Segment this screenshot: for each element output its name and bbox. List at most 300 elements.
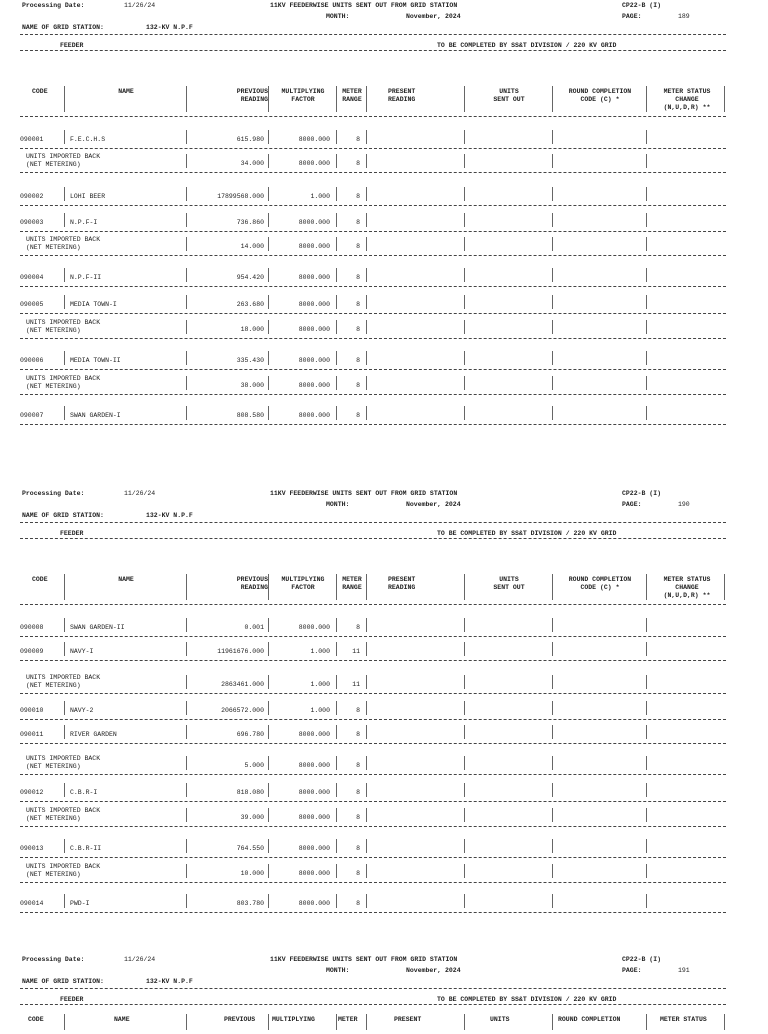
column-divider — [552, 406, 553, 420]
round-completion-field[interactable] — [556, 839, 642, 855]
net-metering-label: UNITS IMPORTED BACK (NET METERING) — [26, 153, 101, 168]
present-reading-field[interactable] — [370, 894, 460, 910]
col-present: PRESENT READING — [388, 576, 416, 591]
previous-reading: 11961676.000 — [217, 648, 264, 655]
multiplying-factor: 8000.000 — [298, 274, 330, 281]
meter-status-field[interactable] — [650, 618, 722, 634]
present-reading-field[interactable] — [370, 642, 460, 658]
round-completion-field[interactable] — [556, 618, 642, 634]
column-divider — [552, 268, 553, 282]
column-divider — [186, 783, 187, 797]
meter-status-field[interactable] — [650, 864, 722, 880]
column-divider — [186, 130, 187, 144]
meter-range: 11 — [352, 681, 360, 688]
units-sent-out-field[interactable] — [468, 237, 548, 253]
column-divider — [336, 701, 337, 715]
units-sent-out-field[interactable] — [468, 839, 548, 855]
units-sent-out-field[interactable] — [468, 675, 548, 691]
month-value: November, 2024 — [406, 13, 461, 20]
table-row — [20, 673, 726, 695]
previous-reading: 2066572.000 — [221, 707, 264, 714]
table-row — [20, 318, 726, 340]
units-sent-out-field[interactable] — [468, 268, 548, 284]
column-divider — [268, 756, 269, 770]
column-divider — [336, 320, 337, 334]
round-completion-field[interactable] — [556, 406, 642, 422]
column-divider — [552, 574, 553, 600]
col-mult: MULTIPLYING FACTOR — [281, 88, 325, 103]
column-divider — [464, 1014, 465, 1030]
row-rule — [20, 801, 726, 802]
feeder-code: 090009 — [20, 648, 44, 655]
column-divider — [646, 839, 647, 853]
column-divider — [646, 237, 647, 251]
round-completion-field[interactable] — [556, 154, 642, 170]
units-sent-out-field[interactable] — [468, 642, 548, 658]
col-range: METER — [338, 1016, 358, 1023]
present-reading-field[interactable] — [370, 295, 460, 311]
table-row — [20, 699, 726, 721]
meter-range: 8 — [356, 382, 360, 389]
column-divider — [366, 213, 367, 227]
column-divider — [336, 187, 337, 201]
feeder-label: FEEDER — [60, 530, 84, 537]
column-divider — [552, 675, 553, 689]
units-sent-out-field[interactable] — [468, 320, 548, 336]
present-reading-field[interactable] — [370, 187, 460, 203]
column-header-row — [20, 546, 726, 599]
meter-status-field[interactable] — [650, 675, 722, 691]
column-divider — [552, 808, 553, 822]
previous-reading: 5.000 — [244, 762, 264, 769]
meter-status-field[interactable] — [650, 295, 722, 311]
meter-status-field[interactable] — [650, 237, 722, 253]
feeder-code: 090007 — [20, 412, 44, 419]
round-completion-field[interactable] — [556, 756, 642, 772]
row-rule — [20, 205, 726, 206]
units-sent-out-field[interactable] — [468, 894, 548, 910]
column-divider — [64, 642, 65, 656]
col-range: METER RANGE — [342, 88, 362, 103]
column-divider — [646, 756, 647, 770]
round-completion-field[interactable] — [556, 783, 642, 799]
rule — [20, 604, 726, 605]
net-metering-label: UNITS IMPORTED BACK (NET METERING) — [26, 319, 101, 334]
multiplying-factor: 1.000 — [310, 193, 330, 200]
present-reading-field[interactable] — [370, 701, 460, 717]
table-row — [20, 640, 726, 662]
column-divider — [366, 756, 367, 770]
column-divider — [464, 406, 465, 420]
feeder-name: NAVY-I — [70, 648, 94, 655]
column-divider — [464, 675, 465, 689]
previous-reading: 38.000 — [240, 382, 264, 389]
round-completion-field[interactable] — [556, 864, 642, 880]
previous-reading: 14.000 — [240, 243, 264, 250]
column-divider — [336, 154, 337, 168]
units-sent-out-field[interactable] — [468, 213, 548, 229]
meter-range: 8 — [356, 624, 360, 631]
units-sent-out-field[interactable] — [468, 187, 548, 203]
previous-reading: 818.080 — [236, 789, 264, 796]
column-divider — [336, 756, 337, 770]
column-divider — [336, 725, 337, 739]
meter-status-field[interactable] — [650, 187, 722, 203]
round-completion-field[interactable] — [556, 237, 642, 253]
feeder-name: SWAN GARDEN-II — [70, 624, 125, 631]
previous-reading: 263.680 — [236, 301, 264, 308]
previous-reading: 2863461.000 — [221, 681, 264, 688]
feeder-name: C.B.R-I — [70, 789, 98, 796]
station-label: NAME OF GRID STATION: — [22, 512, 104, 519]
previous-reading: 39.000 — [240, 814, 264, 821]
col-mult: MULTIPLYING — [272, 1016, 315, 1023]
column-divider — [268, 864, 269, 878]
column-divider — [268, 237, 269, 251]
previous-reading: 10.000 — [240, 870, 264, 877]
previous-reading: 696.780 — [236, 731, 264, 738]
column-divider — [464, 268, 465, 282]
column-divider — [464, 756, 465, 770]
column-divider — [336, 213, 337, 227]
page-number: 191 — [678, 967, 690, 974]
row-rule — [20, 338, 726, 339]
units-sent-out-field[interactable] — [468, 376, 548, 392]
station-value: 132-KV N.P.F — [146, 978, 193, 985]
column-divider — [186, 574, 187, 600]
column-divider — [336, 574, 337, 600]
units-sent-out-field[interactable] — [468, 701, 548, 717]
round-completion-field[interactable] — [556, 295, 642, 311]
present-reading-field[interactable] — [370, 864, 460, 880]
meter-status-field[interactable] — [650, 213, 722, 229]
feeder-code: 090012 — [20, 789, 44, 796]
units-sent-out-field[interactable] — [468, 618, 548, 634]
column-divider — [366, 701, 367, 715]
round-completion-field[interactable] — [556, 675, 642, 691]
feeder-code: 090002 — [20, 193, 44, 200]
column-divider — [186, 187, 187, 201]
round-completion-field[interactable] — [556, 213, 642, 229]
round-completion-field[interactable] — [556, 268, 642, 284]
column-divider — [64, 839, 65, 853]
round-completion-field[interactable] — [556, 351, 642, 367]
column-divider — [646, 675, 647, 689]
present-reading-field[interactable] — [370, 808, 460, 824]
present-reading-field[interactable] — [370, 618, 460, 634]
column-divider — [366, 725, 367, 739]
column-divider — [552, 237, 553, 251]
row-rule — [20, 857, 726, 858]
column-divider — [646, 376, 647, 390]
column-divider — [336, 406, 337, 420]
column-divider — [336, 642, 337, 656]
table-row — [20, 152, 726, 174]
meter-status-field[interactable] — [650, 808, 722, 824]
column-divider — [268, 808, 269, 822]
units-sent-out-field[interactable] — [468, 351, 548, 367]
column-divider — [186, 213, 187, 227]
column-divider — [552, 725, 553, 739]
units-sent-out-field[interactable] — [468, 295, 548, 311]
feeder-code: 090013 — [20, 845, 44, 852]
column-divider — [552, 701, 553, 715]
column-divider — [366, 783, 367, 797]
table-row — [20, 404, 726, 426]
round-completion-field[interactable] — [556, 894, 642, 910]
feeder-name: RIVER GARDEN — [70, 731, 117, 738]
present-reading-field[interactable] — [370, 725, 460, 741]
column-divider — [646, 642, 647, 656]
column-divider — [268, 1014, 269, 1030]
multiplying-factor: 8000.000 — [298, 845, 330, 852]
row-rule — [20, 660, 726, 661]
meter-range: 11 — [352, 648, 360, 655]
present-reading-field[interactable] — [370, 237, 460, 253]
previous-reading: 34.000 — [240, 160, 264, 167]
net-metering-label: UNITS IMPORTED BACK (NET METERING) — [26, 236, 101, 251]
column-divider — [64, 783, 65, 797]
meter-status-field[interactable] — [650, 406, 722, 422]
col-units: UNITS SENT OUT — [493, 576, 525, 591]
round-completion-field[interactable] — [556, 130, 642, 146]
col-mult: MULTIPLYING FACTOR — [281, 576, 325, 591]
column-divider — [336, 808, 337, 822]
column-divider — [268, 783, 269, 797]
column-divider — [464, 864, 465, 878]
processing-date: 11/26/24 — [124, 490, 156, 497]
month-label: MONTH: — [326, 967, 350, 974]
row-rule — [20, 172, 726, 173]
present-reading-field[interactable] — [370, 351, 460, 367]
completion-note: TO BE COMPLETED BY SS&T DIVISION / 220 KV GRID — [437, 996, 617, 1003]
row-rule — [20, 255, 726, 256]
meter-range: 8 — [356, 707, 360, 714]
units-sent-out-field[interactable] — [468, 756, 548, 772]
col-code: CODE — [32, 576, 48, 583]
present-reading-field[interactable] — [370, 154, 460, 170]
column-divider — [366, 642, 367, 656]
column-divider — [552, 618, 553, 632]
completion-note: TO BE COMPLETED BY SS&T DIVISION / 220 KV GRID — [437, 530, 617, 537]
units-sent-out-field[interactable] — [468, 808, 548, 824]
col-status: METER STATUS CHANGE (N,U,D,R) ** — [663, 88, 711, 111]
present-reading-field[interactable] — [370, 320, 460, 336]
column-divider — [366, 130, 367, 144]
present-reading-field[interactable] — [370, 675, 460, 691]
present-reading-field[interactable] — [370, 839, 460, 855]
column-divider — [186, 376, 187, 390]
present-reading-field[interactable] — [370, 756, 460, 772]
column-divider — [64, 130, 65, 144]
rule — [20, 538, 726, 539]
month-label: MONTH: — [326, 13, 350, 20]
table-row — [20, 862, 726, 884]
column-divider — [552, 130, 553, 144]
column-divider — [336, 839, 337, 853]
column-divider — [64, 1014, 65, 1030]
col-name: NAME — [118, 576, 134, 583]
column-divider — [268, 725, 269, 739]
column-divider — [336, 783, 337, 797]
report-title: 11KV FEEDERWISE UNITS SENT OUT FROM GRID STATION — [270, 2, 458, 9]
column-divider — [646, 187, 647, 201]
meter-range: 8 — [356, 814, 360, 821]
round-completion-field[interactable] — [556, 642, 642, 658]
meter-status-field[interactable] — [650, 268, 722, 284]
column-divider — [336, 376, 337, 390]
column-divider — [336, 237, 337, 251]
meter-status-field[interactable] — [650, 154, 722, 170]
round-completion-field[interactable] — [556, 808, 642, 824]
multiplying-factor: 8000.000 — [298, 219, 330, 226]
meter-status-field[interactable] — [650, 320, 722, 336]
table-row — [20, 374, 726, 396]
row-rule — [20, 693, 726, 694]
table-row — [20, 781, 726, 803]
column-divider — [646, 783, 647, 797]
units-sent-out-field[interactable] — [468, 725, 548, 741]
column-divider — [186, 725, 187, 739]
units-sent-out-field[interactable] — [468, 154, 548, 170]
column-divider — [268, 574, 269, 600]
units-sent-out-field[interactable] — [468, 783, 548, 799]
col-prev: PREVIOUS READING — [236, 576, 268, 591]
report-page — [0, 954, 768, 1034]
table-row — [20, 266, 726, 288]
column-divider — [366, 839, 367, 853]
previous-reading: 803.780 — [236, 900, 264, 907]
column-divider — [646, 406, 647, 420]
meter-status-field[interactable] — [650, 642, 722, 658]
row-rule — [20, 826, 726, 827]
column-divider — [268, 187, 269, 201]
meter-status-field[interactable] — [650, 130, 722, 146]
present-reading-field[interactable] — [370, 783, 460, 799]
units-sent-out-field[interactable] — [468, 130, 548, 146]
meter-status-field[interactable] — [650, 376, 722, 392]
feeder-name: PWD-I — [70, 900, 90, 907]
col-units: UNITS SENT OUT — [493, 88, 525, 103]
meter-range: 8 — [356, 789, 360, 796]
column-divider — [552, 213, 553, 227]
column-divider — [336, 894, 337, 908]
units-sent-out-field[interactable] — [468, 406, 548, 422]
meter-status-field[interactable] — [650, 839, 722, 855]
meter-status-field[interactable] — [650, 701, 722, 717]
column-divider — [186, 237, 187, 251]
meter-status-field[interactable] — [650, 725, 722, 741]
column-divider — [552, 320, 553, 334]
column-divider — [268, 839, 269, 853]
round-completion-field[interactable] — [556, 701, 642, 717]
multiplying-factor: 8000.000 — [298, 301, 330, 308]
row-rule — [20, 636, 726, 637]
column-divider — [464, 574, 465, 600]
table-row — [20, 837, 726, 859]
round-completion-field[interactable] — [556, 376, 642, 392]
column-divider — [186, 154, 187, 168]
row-rule — [20, 286, 726, 287]
meter-range: 8 — [356, 870, 360, 877]
column-divider — [464, 86, 465, 112]
previous-reading: 335.430 — [236, 357, 264, 364]
row-rule — [20, 719, 726, 720]
column-divider — [646, 864, 647, 878]
meter-range: 8 — [356, 136, 360, 143]
units-sent-out-field[interactable] — [468, 864, 548, 880]
meter-status-field[interactable] — [650, 351, 722, 367]
col-present: PRESENT — [394, 1016, 422, 1023]
column-divider — [464, 154, 465, 168]
meter-range: 8 — [356, 160, 360, 167]
column-divider — [186, 808, 187, 822]
form-code: CP22-B (I) — [622, 956, 662, 963]
column-divider — [366, 894, 367, 908]
present-reading-field[interactable] — [370, 268, 460, 284]
column-divider — [366, 1014, 367, 1030]
present-reading-field[interactable] — [370, 130, 460, 146]
column-divider — [464, 618, 465, 632]
meter-status-field[interactable] — [650, 756, 722, 772]
round-completion-field[interactable] — [556, 187, 642, 203]
feeder-name: C.B.R-II — [70, 845, 102, 852]
meter-range: 8 — [356, 219, 360, 226]
column-divider — [464, 213, 465, 227]
round-completion-field[interactable] — [556, 725, 642, 741]
column-divider — [366, 675, 367, 689]
round-completion-field[interactable] — [556, 320, 642, 336]
column-divider — [366, 187, 367, 201]
column-divider — [552, 376, 553, 390]
previous-reading: 764.550 — [236, 845, 264, 852]
multiplying-factor: 1.000 — [310, 707, 330, 714]
meter-status-field[interactable] — [650, 894, 722, 910]
completion-note: TO BE COMPLETED BY SS&T DIVISION / 220 KV GRID — [437, 42, 617, 49]
column-divider — [464, 376, 465, 390]
column-divider — [552, 839, 553, 853]
row-rule — [20, 743, 726, 744]
page-number: 189 — [678, 13, 690, 20]
multiplying-factor: 8000.000 — [298, 412, 330, 419]
meter-range: 8 — [356, 274, 360, 281]
column-divider — [186, 295, 187, 309]
feeder-name: F.E.C.H.S — [70, 136, 106, 143]
form-code: CP22-B (I) — [622, 490, 662, 497]
column-divider — [336, 268, 337, 282]
present-reading-field[interactable] — [370, 213, 460, 229]
previous-reading: 0.001 — [244, 624, 264, 631]
column-divider — [268, 295, 269, 309]
multiplying-factor: 8000.000 — [298, 789, 330, 796]
present-reading-field[interactable] — [370, 376, 460, 392]
present-reading-field[interactable] — [370, 406, 460, 422]
column-divider — [646, 130, 647, 144]
column-divider — [552, 642, 553, 656]
column-divider — [64, 574, 65, 600]
column-divider — [552, 187, 553, 201]
col-code: CODE — [32, 88, 48, 95]
multiplying-factor: 1.000 — [310, 681, 330, 688]
col-prev: PREVIOUS — [224, 1016, 256, 1023]
col-name: NAME — [118, 88, 134, 95]
meter-status-field[interactable] — [650, 783, 722, 799]
col-round: ROUND COMPLETION CODE (C) * — [568, 88, 632, 103]
previous-reading: 615.980 — [236, 136, 264, 143]
multiplying-factor: 8000.000 — [298, 382, 330, 389]
station-value: 132-KV N.P.F — [146, 24, 193, 31]
column-divider — [186, 839, 187, 853]
